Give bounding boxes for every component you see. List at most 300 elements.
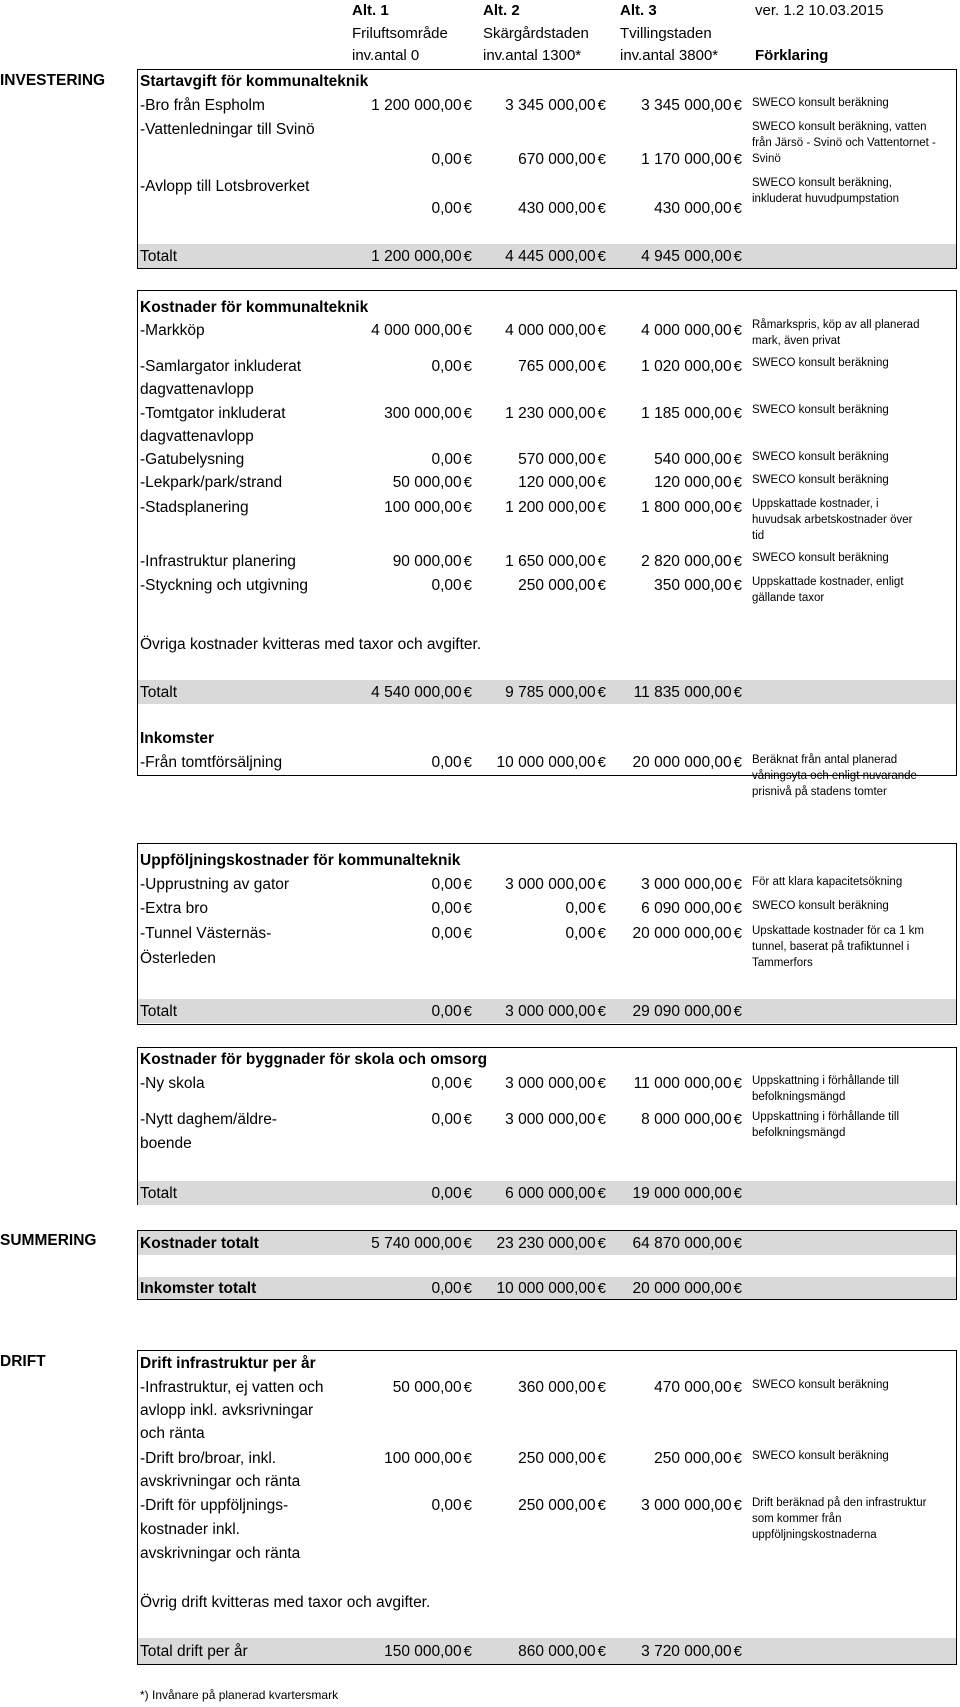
currency-symbol: € <box>463 1643 472 1660</box>
currency-symbol: € <box>733 1379 742 1396</box>
currency-symbol: € <box>463 876 472 893</box>
row-note: SWECO konsult beräkning <box>752 404 889 416</box>
value-text: 4 540 000,00 <box>371 684 462 701</box>
value-text: 6 090 000,00 <box>641 900 732 917</box>
row-label: -Från tomtförsäljning <box>140 754 283 771</box>
value-text: 3 720 000,00 <box>641 1643 732 1660</box>
row-label-2: kostnader inkl. <box>140 1521 240 1538</box>
value-text: 10 000 000,00 <box>496 754 596 771</box>
value-text: 670 000,00 <box>518 151 596 168</box>
value-text: 0,00 <box>565 925 596 942</box>
currency-symbol: € <box>733 358 742 375</box>
total-alt2 <box>478 247 606 267</box>
value-text: 0,00 <box>431 451 462 468</box>
currency-symbol: € <box>597 1280 606 1297</box>
other-costs-note: Övriga kostnader kvitteras med taxor och avgifter. <box>140 636 482 653</box>
row-label-2: Österleden <box>140 950 216 967</box>
row-note: Uppskattning i förhållande till befolkningsmängd <box>752 1111 900 1139</box>
currency-symbol: € <box>733 754 742 771</box>
currency-symbol: € <box>733 1450 742 1467</box>
currency-symbol: € <box>733 499 742 516</box>
amount-alt1 <box>344 576 472 596</box>
currency-symbol: € <box>463 925 472 942</box>
value-text: 1 185 000,00 <box>641 405 732 422</box>
amount-alt1 <box>344 875 472 895</box>
currency-symbol: € <box>597 1379 606 1396</box>
row-label: -Lekpark/park/strand <box>140 474 283 491</box>
currency-symbol: € <box>597 925 606 942</box>
currency-symbol: € <box>597 1003 606 1020</box>
row-label-2: avskrivningar och ränta <box>140 1473 301 1490</box>
currency-symbol: € <box>597 474 606 491</box>
alt2-inv: inv.antal 1300* <box>483 47 582 64</box>
currency-symbol: € <box>733 876 742 893</box>
cost-total-alt2 <box>478 1234 606 1254</box>
row-label-3: och ränta <box>140 1425 205 1442</box>
amount-alt3 <box>614 1378 742 1398</box>
value-text: 430 000,00 <box>518 200 596 217</box>
value-text: 3 000 000,00 <box>505 1003 596 1020</box>
amount-alt1 <box>344 1496 472 1516</box>
amount-alt1 <box>344 404 472 424</box>
value-text: 1 200 000,00 <box>371 248 462 265</box>
value-text: 4 945 000,00 <box>641 248 732 265</box>
amount-alt3 <box>614 450 742 470</box>
amount-alt1 <box>344 357 472 377</box>
value-text: 120 000,00 <box>518 474 596 491</box>
amount-alt2 <box>478 150 606 170</box>
amount-alt2 <box>478 576 606 596</box>
byggnader-title: Kostnader för byggnader för skola och omsorg <box>140 1051 488 1068</box>
alt3-inv: inv.antal 3800* <box>620 47 719 64</box>
currency-symbol: € <box>733 1643 742 1660</box>
amount-alt1 <box>344 899 472 919</box>
currency-symbol: € <box>597 1075 606 1092</box>
row-note: För att klara kapacitetsökning <box>752 876 903 888</box>
value-text: 1 800 000,00 <box>641 499 732 516</box>
total-alt1 <box>344 1642 472 1662</box>
amount-alt1 <box>344 450 472 470</box>
amount-alt3 <box>614 404 742 424</box>
currency-symbol: € <box>733 553 742 570</box>
value-text: 250 000,00 <box>518 577 596 594</box>
currency-symbol: € <box>463 754 472 771</box>
currency-symbol: € <box>733 200 742 217</box>
value-text: 3 345 000,00 <box>641 97 732 114</box>
currency-symbol: € <box>733 900 742 917</box>
value-text: 10 000 000,00 <box>496 1280 596 1297</box>
row-note: SWECO konsult beräkning <box>752 97 889 109</box>
currency-symbol: € <box>597 405 606 422</box>
row-note: SWECO konsult beräkning, inkluderat huvudpumpstation <box>752 177 900 205</box>
total-label: Totalt <box>140 1185 178 1202</box>
currency-symbol: € <box>463 684 472 701</box>
income-total-alt3 <box>614 1279 742 1299</box>
currency-symbol: € <box>463 358 472 375</box>
row-label: -Ny skola <box>140 1075 205 1092</box>
amount-alt2 <box>478 321 606 341</box>
currency-symbol: € <box>597 200 606 217</box>
amount-alt1 <box>344 96 472 116</box>
row-label: -Bro från Espholm <box>140 97 265 114</box>
value-text: 0,00 <box>565 900 596 917</box>
total-alt1 <box>344 1002 472 1022</box>
row-note: SWECO konsult beräkning <box>752 1450 889 1462</box>
row-label-2: boende <box>140 1135 192 1152</box>
row-note: Drift beräknad på den infrastruktur som kommer från uppföljningskostnaderna <box>752 1497 927 1541</box>
row-note: SWECO konsult beräkning <box>752 900 889 912</box>
amount-alt3 <box>614 753 742 773</box>
amount-alt1 <box>344 473 472 493</box>
total-alt3 <box>614 1002 742 1022</box>
currency-symbol: € <box>597 900 606 917</box>
value-text: 3 000 000,00 <box>505 876 596 893</box>
currency-symbol: € <box>463 474 472 491</box>
currency-symbol: € <box>733 684 742 701</box>
value-text: 2 820 000,00 <box>641 553 732 570</box>
currency-symbol: € <box>733 577 742 594</box>
currency-symbol: € <box>597 97 606 114</box>
investering-title: Startavgift för kommunalteknik <box>140 73 369 90</box>
value-text: 0,00 <box>431 876 462 893</box>
currency-symbol: € <box>733 1185 742 1202</box>
currency-symbol: € <box>463 200 472 217</box>
value-text: 1 200 000,00 <box>371 97 462 114</box>
amount-alt3 <box>614 1449 742 1469</box>
row-note: SWECO konsult beräkning, vatten från Järsö - Svinö och Vattentornet - Svinö <box>752 121 936 165</box>
section-label-summering: SUMMERING <box>0 1232 97 1249</box>
row-label: -Nytt daghem/äldre- <box>140 1111 277 1128</box>
value-text: 360 000,00 <box>518 1379 596 1396</box>
row-note: SWECO konsult beräkning <box>752 1379 889 1391</box>
alt2-header: Alt. 2 <box>483 2 520 19</box>
currency-symbol: € <box>733 1497 742 1514</box>
row-label: -Drift för uppföljnings- <box>140 1497 289 1514</box>
value-text: 0,00 <box>431 151 462 168</box>
currency-symbol: € <box>463 97 472 114</box>
currency-symbol: € <box>733 1075 742 1092</box>
value-text: 350 000,00 <box>654 577 732 594</box>
amount-alt2 <box>478 753 606 773</box>
value-text: 250 000,00 <box>654 1450 732 1467</box>
amount-alt3 <box>614 321 742 341</box>
value-text: 90 000,00 <box>392 553 462 570</box>
amount-alt3 <box>614 473 742 493</box>
value-text: 0,00 <box>431 900 462 917</box>
currency-symbol: € <box>463 151 472 168</box>
currency-symbol: € <box>733 1111 742 1128</box>
row-note: SWECO konsult beräkning <box>752 552 889 564</box>
currency-symbol: € <box>597 1111 606 1128</box>
amount-alt1 <box>344 753 472 773</box>
currency-symbol: € <box>733 1003 742 1020</box>
currency-symbol: € <box>463 405 472 422</box>
value-text: 19 000 000,00 <box>632 1185 732 1202</box>
amount-alt1 <box>344 1378 472 1398</box>
value-text: 50 000,00 <box>392 474 462 491</box>
currency-symbol: € <box>733 474 742 491</box>
income-total-label: Inkomster totalt <box>140 1280 257 1297</box>
row-note: Råmarkspris, köp av all planerad mark, även privat <box>752 319 920 347</box>
value-text: 4 000 000,00 <box>505 322 596 339</box>
currency-symbol: € <box>733 1280 742 1297</box>
footnote: *) Invånare på planerad kvartersmark <box>140 1688 339 1702</box>
currency-symbol: € <box>597 577 606 594</box>
value-text: 0,00 <box>431 577 462 594</box>
value-text: 4 000 000,00 <box>641 322 732 339</box>
value-text: 3 000 000,00 <box>641 876 732 893</box>
row-label-2: dagvattenavlopp <box>140 381 254 398</box>
currency-symbol: € <box>463 1003 472 1020</box>
value-text: 1 230 000,00 <box>505 405 596 422</box>
currency-symbol: € <box>733 925 742 942</box>
row-note: Uppskattade kostnader, i huvudsak arbetskostnader över tid <box>752 498 913 542</box>
currency-symbol: € <box>733 451 742 468</box>
currency-symbol: € <box>597 1185 606 1202</box>
amount-alt1 <box>344 924 472 944</box>
value-text: 1 020 000,00 <box>641 358 732 375</box>
value-text: 8 000 000,00 <box>641 1111 732 1128</box>
row-label: -Infrastruktur planering <box>140 553 296 570</box>
amount-alt1 <box>344 498 472 518</box>
row-note: Uppskattade kostnader, enligt gällande taxor <box>752 576 904 604</box>
amount-alt1 <box>344 1110 472 1130</box>
value-text: 1 650 000,00 <box>505 553 596 570</box>
amount-alt3 <box>614 875 742 895</box>
amount-alt3 <box>614 1496 742 1516</box>
explanation-header: Förklaring <box>755 47 829 64</box>
currency-symbol: € <box>733 322 742 339</box>
currency-symbol: € <box>463 1111 472 1128</box>
currency-symbol: € <box>597 1643 606 1660</box>
total-alt3 <box>614 247 742 267</box>
row-label: -Upprustning av gator <box>140 876 290 893</box>
value-text: 470 000,00 <box>654 1379 732 1396</box>
currency-symbol: € <box>463 1235 472 1252</box>
currency-symbol: € <box>463 322 472 339</box>
value-text: 765 000,00 <box>518 358 596 375</box>
amount-alt3 <box>614 1110 742 1130</box>
value-text: 0,00 <box>431 754 462 771</box>
total-alt3 <box>614 1184 742 1204</box>
alt1-name: Friluftsområde <box>352 25 448 42</box>
value-text: 20 000 000,00 <box>632 1280 732 1297</box>
row-label: -Extra bro <box>140 900 209 917</box>
amount-alt3 <box>614 199 742 219</box>
alt3-name: Tvillingstaden <box>620 25 712 42</box>
total-alt2 <box>478 1642 606 1662</box>
value-text: 0,00 <box>431 1075 462 1092</box>
currency-symbol: € <box>597 151 606 168</box>
value-text: 5 740 000,00 <box>371 1235 462 1252</box>
value-text: 860 000,00 <box>518 1643 596 1660</box>
total-label: Totalt <box>140 1003 178 1020</box>
amount-alt2 <box>478 357 606 377</box>
value-text: 3 000 000,00 <box>505 1111 596 1128</box>
amount-alt3 <box>614 150 742 170</box>
cost-total-label: Kostnader totalt <box>140 1235 259 1252</box>
amount-alt1 <box>344 1449 472 1469</box>
currency-symbol: € <box>597 451 606 468</box>
currency-symbol: € <box>463 900 472 917</box>
amount-alt2 <box>478 1378 606 1398</box>
row-note: SWECO konsult beräkning <box>752 451 889 463</box>
value-text: 0,00 <box>431 1280 462 1297</box>
amount-alt2 <box>478 899 606 919</box>
amount-alt3 <box>614 924 742 944</box>
total-alt3 <box>614 683 742 703</box>
value-text: 11 835 000,00 <box>633 684 732 701</box>
value-text: 0,00 <box>431 1497 462 1514</box>
alt2-name: Skärgårdstaden <box>483 25 589 42</box>
row-label: -Samlargator inkluderat <box>140 358 302 375</box>
row-label-3: avskrivningar och ränta <box>140 1545 301 1562</box>
value-text: 1 200 000,00 <box>505 499 596 516</box>
total-alt3 <box>614 1642 742 1662</box>
currency-symbol: € <box>733 97 742 114</box>
income-total-alt2 <box>478 1279 606 1299</box>
value-text: 540 000,00 <box>654 451 732 468</box>
cost-total-alt1 <box>344 1234 472 1254</box>
kommunalteknik-title: Kostnader för kommunalteknik <box>140 299 369 316</box>
value-text: 6 000 000,00 <box>505 1185 596 1202</box>
currency-symbol: € <box>597 876 606 893</box>
amount-alt3 <box>614 498 742 518</box>
amount-alt2 <box>478 1496 606 1516</box>
value-text: 3 000 000,00 <box>505 1075 596 1092</box>
alt1-header: Alt. 1 <box>352 2 389 19</box>
value-text: 50 000,00 <box>392 1379 462 1396</box>
version-label: ver. 1.2 10.03.2015 <box>755 2 884 19</box>
value-text: 0,00 <box>431 1003 462 1020</box>
total-alt2 <box>478 1002 606 1022</box>
total-label: Totalt <box>140 684 178 701</box>
value-text: 20 000 000,00 <box>632 754 732 771</box>
row-note: Uppskattning i förhållande till befolkningsmängd <box>752 1075 900 1103</box>
currency-symbol: € <box>463 451 472 468</box>
value-text: 4 000 000,00 <box>371 322 462 339</box>
amount-alt2 <box>478 450 606 470</box>
section-label-investering: INVESTERING <box>0 72 106 89</box>
value-text: 1 170 000,00 <box>641 151 732 168</box>
amount-alt2 <box>478 96 606 116</box>
row-label-2: avlopp inkl. avksrivningar <box>140 1402 314 1419</box>
currency-symbol: € <box>463 1075 472 1092</box>
value-text: 300 000,00 <box>384 405 462 422</box>
currency-symbol: € <box>597 1450 606 1467</box>
value-text: 0,00 <box>431 1111 462 1128</box>
amount-alt2 <box>478 924 606 944</box>
value-text: 100 000,00 <box>384 499 462 516</box>
value-text: 250 000,00 <box>518 1450 596 1467</box>
income-total-alt1 <box>344 1279 472 1299</box>
currency-symbol: € <box>597 322 606 339</box>
amount-alt2 <box>478 1449 606 1469</box>
currency-symbol: € <box>463 1185 472 1202</box>
alt1-inv: inv.antal 0 <box>352 47 420 64</box>
amount-alt3 <box>614 552 742 572</box>
uppfoljning-title: Uppföljningskostnader för kommunalteknik <box>140 852 461 869</box>
currency-symbol: € <box>597 248 606 265</box>
value-text: 0,00 <box>431 925 462 942</box>
total-alt2 <box>478 683 606 703</box>
amount-alt2 <box>478 404 606 424</box>
value-text: 150 000,00 <box>384 1643 462 1660</box>
amount-alt2 <box>478 1110 606 1130</box>
row-label: -Drift bro/broar, inkl. <box>140 1450 277 1467</box>
value-text: 3 345 000,00 <box>505 97 596 114</box>
row-label: -Styckning och utgivning <box>140 577 309 594</box>
amount-alt3 <box>614 1074 742 1094</box>
currency-symbol: € <box>733 1235 742 1252</box>
currency-symbol: € <box>463 1280 472 1297</box>
amount-alt2 <box>478 1074 606 1094</box>
amount-alt1 <box>344 199 472 219</box>
amount-alt3 <box>614 576 742 596</box>
value-text: 11 000 000,00 <box>633 1075 732 1092</box>
amount-alt2 <box>478 199 606 219</box>
currency-symbol: € <box>597 499 606 516</box>
row-label: -Tunnel Västernäs- <box>140 925 272 942</box>
currency-symbol: € <box>597 754 606 771</box>
row-note: Upskattade kostnader för ca 1 km tunnel, baserat på trafiktunnel i Tammerfors <box>752 925 924 969</box>
row-label: -Tomtgator inkluderat <box>140 405 286 422</box>
amount-alt2 <box>478 498 606 518</box>
amount-alt1 <box>344 150 472 170</box>
value-text: 250 000,00 <box>518 1497 596 1514</box>
total-label: Totalt <box>140 248 178 265</box>
amount-alt3 <box>614 96 742 116</box>
value-text: 0,00 <box>431 1185 462 1202</box>
value-text: 9 785 000,00 <box>505 684 596 701</box>
alt3-header: Alt. 3 <box>620 2 657 19</box>
total-alt2 <box>478 1184 606 1204</box>
amount-alt3 <box>614 899 742 919</box>
row-label: -Gatubelysning <box>140 451 245 468</box>
drift-title: Drift infrastruktur per år <box>140 1355 316 1372</box>
currency-symbol: € <box>463 553 472 570</box>
currency-symbol: € <box>463 499 472 516</box>
amount-alt3 <box>614 357 742 377</box>
amount-alt2 <box>478 473 606 493</box>
other-drift-note: Övrig drift kvitteras med taxor och avgifter. <box>140 1594 431 1611</box>
section-label-drift: DRIFT <box>0 1353 46 1370</box>
row-note: SWECO konsult beräkning <box>752 474 889 486</box>
currency-symbol: € <box>463 248 472 265</box>
value-text: 0,00 <box>431 358 462 375</box>
value-text: 570 000,00 <box>518 451 596 468</box>
currency-symbol: € <box>733 248 742 265</box>
amount-alt2 <box>478 552 606 572</box>
total-label: Total drift per år <box>140 1643 248 1660</box>
value-text: 3 000 000,00 <box>641 1497 732 1514</box>
amount-alt2 <box>478 875 606 895</box>
currency-symbol: € <box>597 684 606 701</box>
value-text: 29 090 000,00 <box>632 1003 732 1020</box>
row-label: -Avlopp till Lotsbroverket <box>140 178 310 195</box>
row-label-2: dagvattenavlopp <box>140 428 254 445</box>
value-text: 0,00 <box>431 200 462 217</box>
currency-symbol: € <box>597 1235 606 1252</box>
row-label: -Markköp <box>140 322 205 339</box>
value-text: 20 000 000,00 <box>632 925 732 942</box>
value-text: 23 230 000,00 <box>496 1235 596 1252</box>
total-alt1 <box>344 1184 472 1204</box>
currency-symbol: € <box>463 1450 472 1467</box>
value-text: 64 870 000,00 <box>632 1235 732 1252</box>
amount-alt1 <box>344 552 472 572</box>
row-label: -Vattenledningar till Svinö <box>140 121 315 138</box>
